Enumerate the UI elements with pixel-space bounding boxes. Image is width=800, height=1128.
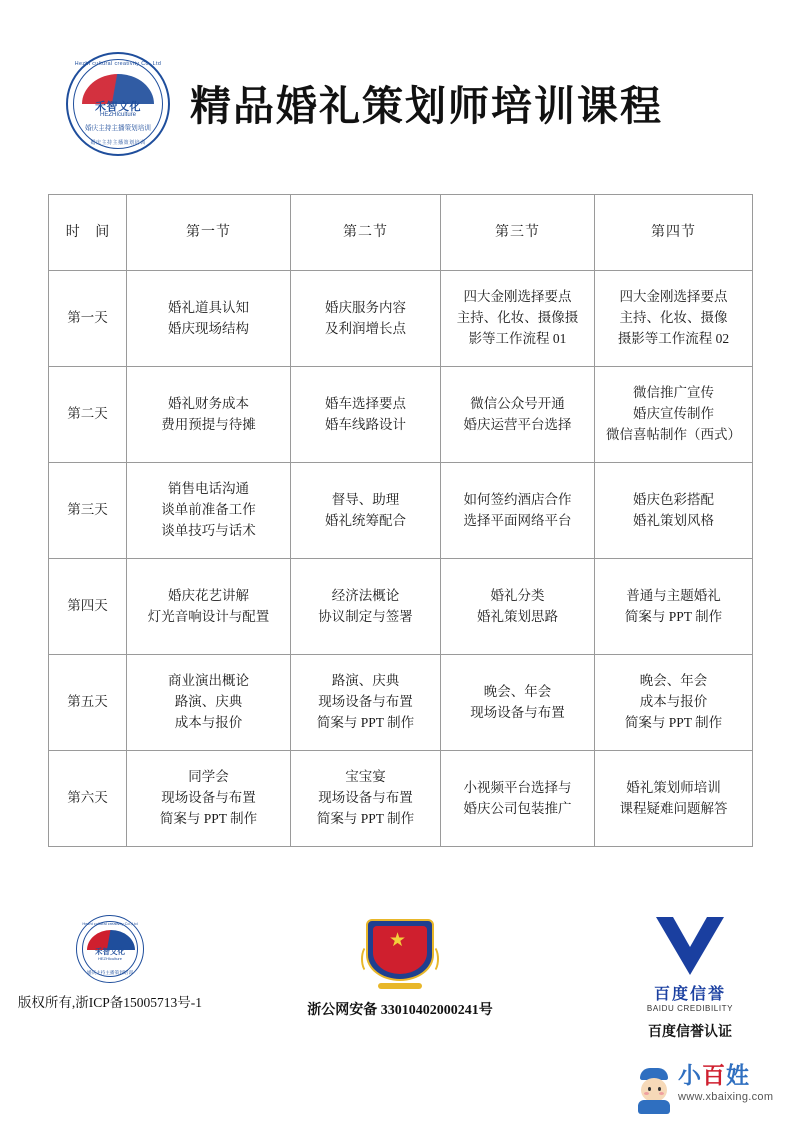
cell-line: 成本与报价 bbox=[639, 694, 708, 710]
cell-line: 现场设备与布置 bbox=[161, 790, 256, 806]
baidu-credibility-icon bbox=[644, 915, 736, 981]
cell-line: 简案与 PPT 制作 bbox=[624, 608, 723, 624]
column-header-session-1: 第一节 bbox=[127, 195, 291, 271]
cell-line: 商业演出概论 bbox=[168, 673, 249, 689]
cell-line: 四大金刚选择要点 bbox=[463, 289, 572, 305]
watermark-mascot-icon bbox=[636, 1068, 672, 1112]
watermark-text bbox=[678, 1064, 773, 1103]
table-row bbox=[49, 367, 753, 463]
copyright-text: 版权所有,浙ICP备15005713号-1 bbox=[17, 995, 203, 1010]
cell-line: 晚会、年会 bbox=[483, 683, 552, 699]
column-header-session-3: 第三节 bbox=[441, 195, 595, 271]
cell-line: 成本与报价 bbox=[174, 714, 243, 730]
mascot-head bbox=[641, 1078, 667, 1102]
logo-arc-top-text: Hezhi cultural creativity Co.,Ltd bbox=[74, 60, 162, 68]
table-header-row bbox=[49, 195, 753, 271]
mascot-eye-left bbox=[648, 1087, 651, 1091]
cell-session-3 bbox=[441, 751, 595, 847]
badge-baidu-credibility[interactable] bbox=[580, 915, 800, 1041]
cell-line: 小视频平台选择与 bbox=[463, 779, 572, 795]
row-day-label: 第一天 bbox=[49, 271, 127, 367]
column-header-session-2: 第二节 bbox=[291, 195, 441, 271]
cell-line: 微信喜帖制作（西式） bbox=[606, 426, 741, 442]
watermark bbox=[634, 1058, 774, 1120]
cell-line: 婚礼道具认知 bbox=[168, 299, 249, 315]
mascot-cheek-right bbox=[659, 1092, 664, 1095]
logo-arc-top-text: Hezhi cultural creativity Co.,Ltd bbox=[82, 921, 138, 926]
logo-tagline-cn: 婚庆主持主播策划培训 bbox=[85, 125, 151, 132]
schedule-table bbox=[48, 194, 753, 847]
cell-session-1 bbox=[127, 655, 291, 751]
cell-line: 灯光音响设计与配置 bbox=[147, 608, 270, 624]
cell-session-2 bbox=[291, 559, 441, 655]
cell-line: 婚礼分类 bbox=[490, 587, 545, 603]
cell-line: 婚庆花艺讲解 bbox=[168, 587, 249, 603]
footer-badges bbox=[0, 915, 800, 1041]
row-day-label: 第六天 bbox=[49, 751, 127, 847]
cell-session-1 bbox=[127, 559, 291, 655]
logo-company-name-cn: 禾智文化 bbox=[95, 947, 125, 956]
mascot-body bbox=[638, 1100, 670, 1114]
badge-police-record[interactable] bbox=[290, 915, 510, 1019]
mascot-cheek-left bbox=[644, 1092, 649, 1095]
baidu-credibility-en: BAIDU CREDIBILITY bbox=[646, 1004, 734, 1013]
table-row bbox=[49, 751, 753, 847]
police-emblem-icon bbox=[360, 915, 440, 991]
badge-copyright bbox=[0, 915, 220, 1011]
emblem-wheat-right bbox=[425, 945, 439, 973]
cell-line: 婚礼统筹配合 bbox=[325, 512, 406, 528]
cell-session-1 bbox=[127, 271, 291, 367]
watermark-char-1: 小 bbox=[678, 1063, 702, 1088]
cell-line: 婚庆现场结构 bbox=[168, 320, 249, 336]
cell-line: 经济法概论 bbox=[331, 587, 400, 603]
emblem-wheat-left bbox=[361, 945, 375, 973]
cell-line: 简案与 PPT 制作 bbox=[316, 810, 415, 826]
cell-session-1 bbox=[127, 463, 291, 559]
cell-line: 费用预提与待摊 bbox=[161, 416, 256, 432]
cell-line: 婚礼策划思路 bbox=[477, 608, 558, 624]
cell-line: 同学会 bbox=[188, 769, 229, 785]
cell-line: 简案与 PPT 制作 bbox=[159, 810, 258, 826]
cell-line: 如何签约酒店合作 bbox=[463, 491, 572, 507]
cell-session-2 bbox=[291, 751, 441, 847]
cell-line: 销售电话沟通 bbox=[168, 481, 249, 497]
cell-line: 晚会、年会 bbox=[639, 673, 708, 689]
cell-line: 课程疑难问题解答 bbox=[619, 800, 728, 816]
watermark-url: www.xbaixing.com bbox=[678, 1091, 774, 1103]
cell-line: 现场设备与布置 bbox=[318, 790, 413, 806]
column-header-session-4: 第四节 bbox=[595, 195, 753, 271]
cell-session-3 bbox=[441, 367, 595, 463]
table-row bbox=[49, 559, 753, 655]
table-row bbox=[49, 271, 753, 367]
cell-session-4 bbox=[595, 559, 753, 655]
company-logo-small bbox=[76, 915, 144, 983]
table-header bbox=[49, 195, 753, 271]
cell-session-4 bbox=[595, 751, 753, 847]
mascot-eye-right bbox=[658, 1087, 661, 1091]
cell-session-3 bbox=[441, 271, 595, 367]
baidu-credibility-certified: 百度信誉认证 bbox=[648, 1025, 732, 1040]
cell-line: 婚礼策划风格 bbox=[633, 512, 714, 528]
cell-line: 路演、庆典 bbox=[174, 694, 243, 710]
table-row bbox=[49, 463, 753, 559]
cell-line: 微信推广宣传 bbox=[633, 385, 714, 401]
cell-line: 督导、助理 bbox=[331, 491, 400, 507]
cell-line: 婚礼财务成本 bbox=[168, 395, 249, 411]
cell-line: 谈单前准备工作 bbox=[161, 502, 256, 518]
watermark-brand bbox=[678, 1064, 773, 1087]
cell-session-4 bbox=[595, 463, 753, 559]
cell-session-4 bbox=[595, 367, 753, 463]
cell-line: 婚庆宣传制作 bbox=[633, 406, 714, 422]
cell-line: 婚庆色彩搭配 bbox=[633, 491, 714, 507]
cell-line: 婚车选择要点 bbox=[325, 395, 406, 411]
cell-line: 主持、化妆、摄像摄 bbox=[456, 310, 579, 326]
table-body bbox=[49, 271, 753, 847]
table-row bbox=[49, 655, 753, 751]
row-day-label: 第四天 bbox=[49, 559, 127, 655]
cell-session-2 bbox=[291, 463, 441, 559]
cell-session-3 bbox=[441, 559, 595, 655]
logo-company-name-en: HEZHIculture bbox=[97, 956, 122, 961]
cell-line: 路演、庆典 bbox=[331, 673, 400, 689]
cell-line: 摄影等工作流程 02 bbox=[617, 330, 730, 346]
cell-session-4 bbox=[595, 655, 753, 751]
cell-line: 微信公众号开通 bbox=[470, 395, 565, 411]
cell-line: 四大金刚选择要点 bbox=[619, 289, 728, 305]
cell-session-1 bbox=[127, 751, 291, 847]
row-day-label: 第五天 bbox=[49, 655, 127, 751]
cell-line: 协议制定与签署 bbox=[318, 608, 413, 624]
cell-line: 宝宝宴 bbox=[345, 769, 386, 785]
emblem-base bbox=[378, 983, 422, 989]
cell-line: 婚礼策划师培训 bbox=[626, 779, 721, 795]
cell-line: 选择平面网络平台 bbox=[463, 512, 572, 528]
cell-line: 现场设备与布置 bbox=[318, 694, 413, 710]
cell-session-2 bbox=[291, 271, 441, 367]
cell-session-2 bbox=[291, 367, 441, 463]
cell-line: 影等工作流程 01 bbox=[468, 330, 567, 346]
cell-line: 谈单技巧与话术 bbox=[161, 522, 256, 538]
cell-line: 主持、化妆、摄像 bbox=[619, 310, 728, 326]
police-record-text: 浙公网安备 33010402000241号 bbox=[307, 1003, 493, 1018]
page-title: 精品婚礼策划师培训课程 bbox=[190, 82, 663, 129]
company-logo bbox=[66, 52, 170, 156]
cell-session-3 bbox=[441, 655, 595, 751]
row-day-label: 第三天 bbox=[49, 463, 127, 559]
cell-line: 及利润增长点 bbox=[325, 320, 406, 336]
cell-session-1 bbox=[127, 367, 291, 463]
row-day-label: 第二天 bbox=[49, 367, 127, 463]
emblem-star-icon: ★ bbox=[389, 930, 407, 951]
cell-session-3 bbox=[441, 463, 595, 559]
watermark-char-3: 姓 bbox=[726, 1063, 750, 1088]
logo-arc-bottom-text: 婚庆主持主播策划培训 bbox=[90, 139, 146, 147]
logo-company-name-en: HEZHIculture bbox=[99, 112, 136, 118]
cell-line: 婚庆运营平台选择 bbox=[463, 416, 572, 432]
cell-line: 婚车线路设计 bbox=[325, 416, 406, 432]
cell-line: 简案与 PPT 制作 bbox=[316, 714, 415, 730]
cell-session-4 bbox=[595, 271, 753, 367]
baidu-credibility-cn: 百度信誉 bbox=[653, 986, 726, 1003]
watermark-char-2: 百 bbox=[702, 1063, 726, 1088]
logo-tagline-cn: 婚庆主持主播策划培训 bbox=[87, 970, 133, 975]
cell-line: 普通与主题婚礼 bbox=[626, 587, 721, 603]
cell-line: 简案与 PPT 制作 bbox=[624, 714, 723, 730]
v-shape-inner bbox=[673, 917, 707, 947]
schedule-table-container bbox=[48, 194, 752, 847]
cell-line: 婚庆公司包装推广 bbox=[463, 800, 572, 816]
cell-session-2 bbox=[291, 655, 441, 751]
logo-company-name-cn: 禾智文化 bbox=[95, 101, 141, 113]
column-header-time: 时 间 bbox=[49, 195, 127, 271]
document-header bbox=[0, 0, 800, 156]
cell-line: 现场设备与布置 bbox=[470, 704, 565, 720]
cell-line: 婚庆服务内容 bbox=[325, 299, 406, 315]
